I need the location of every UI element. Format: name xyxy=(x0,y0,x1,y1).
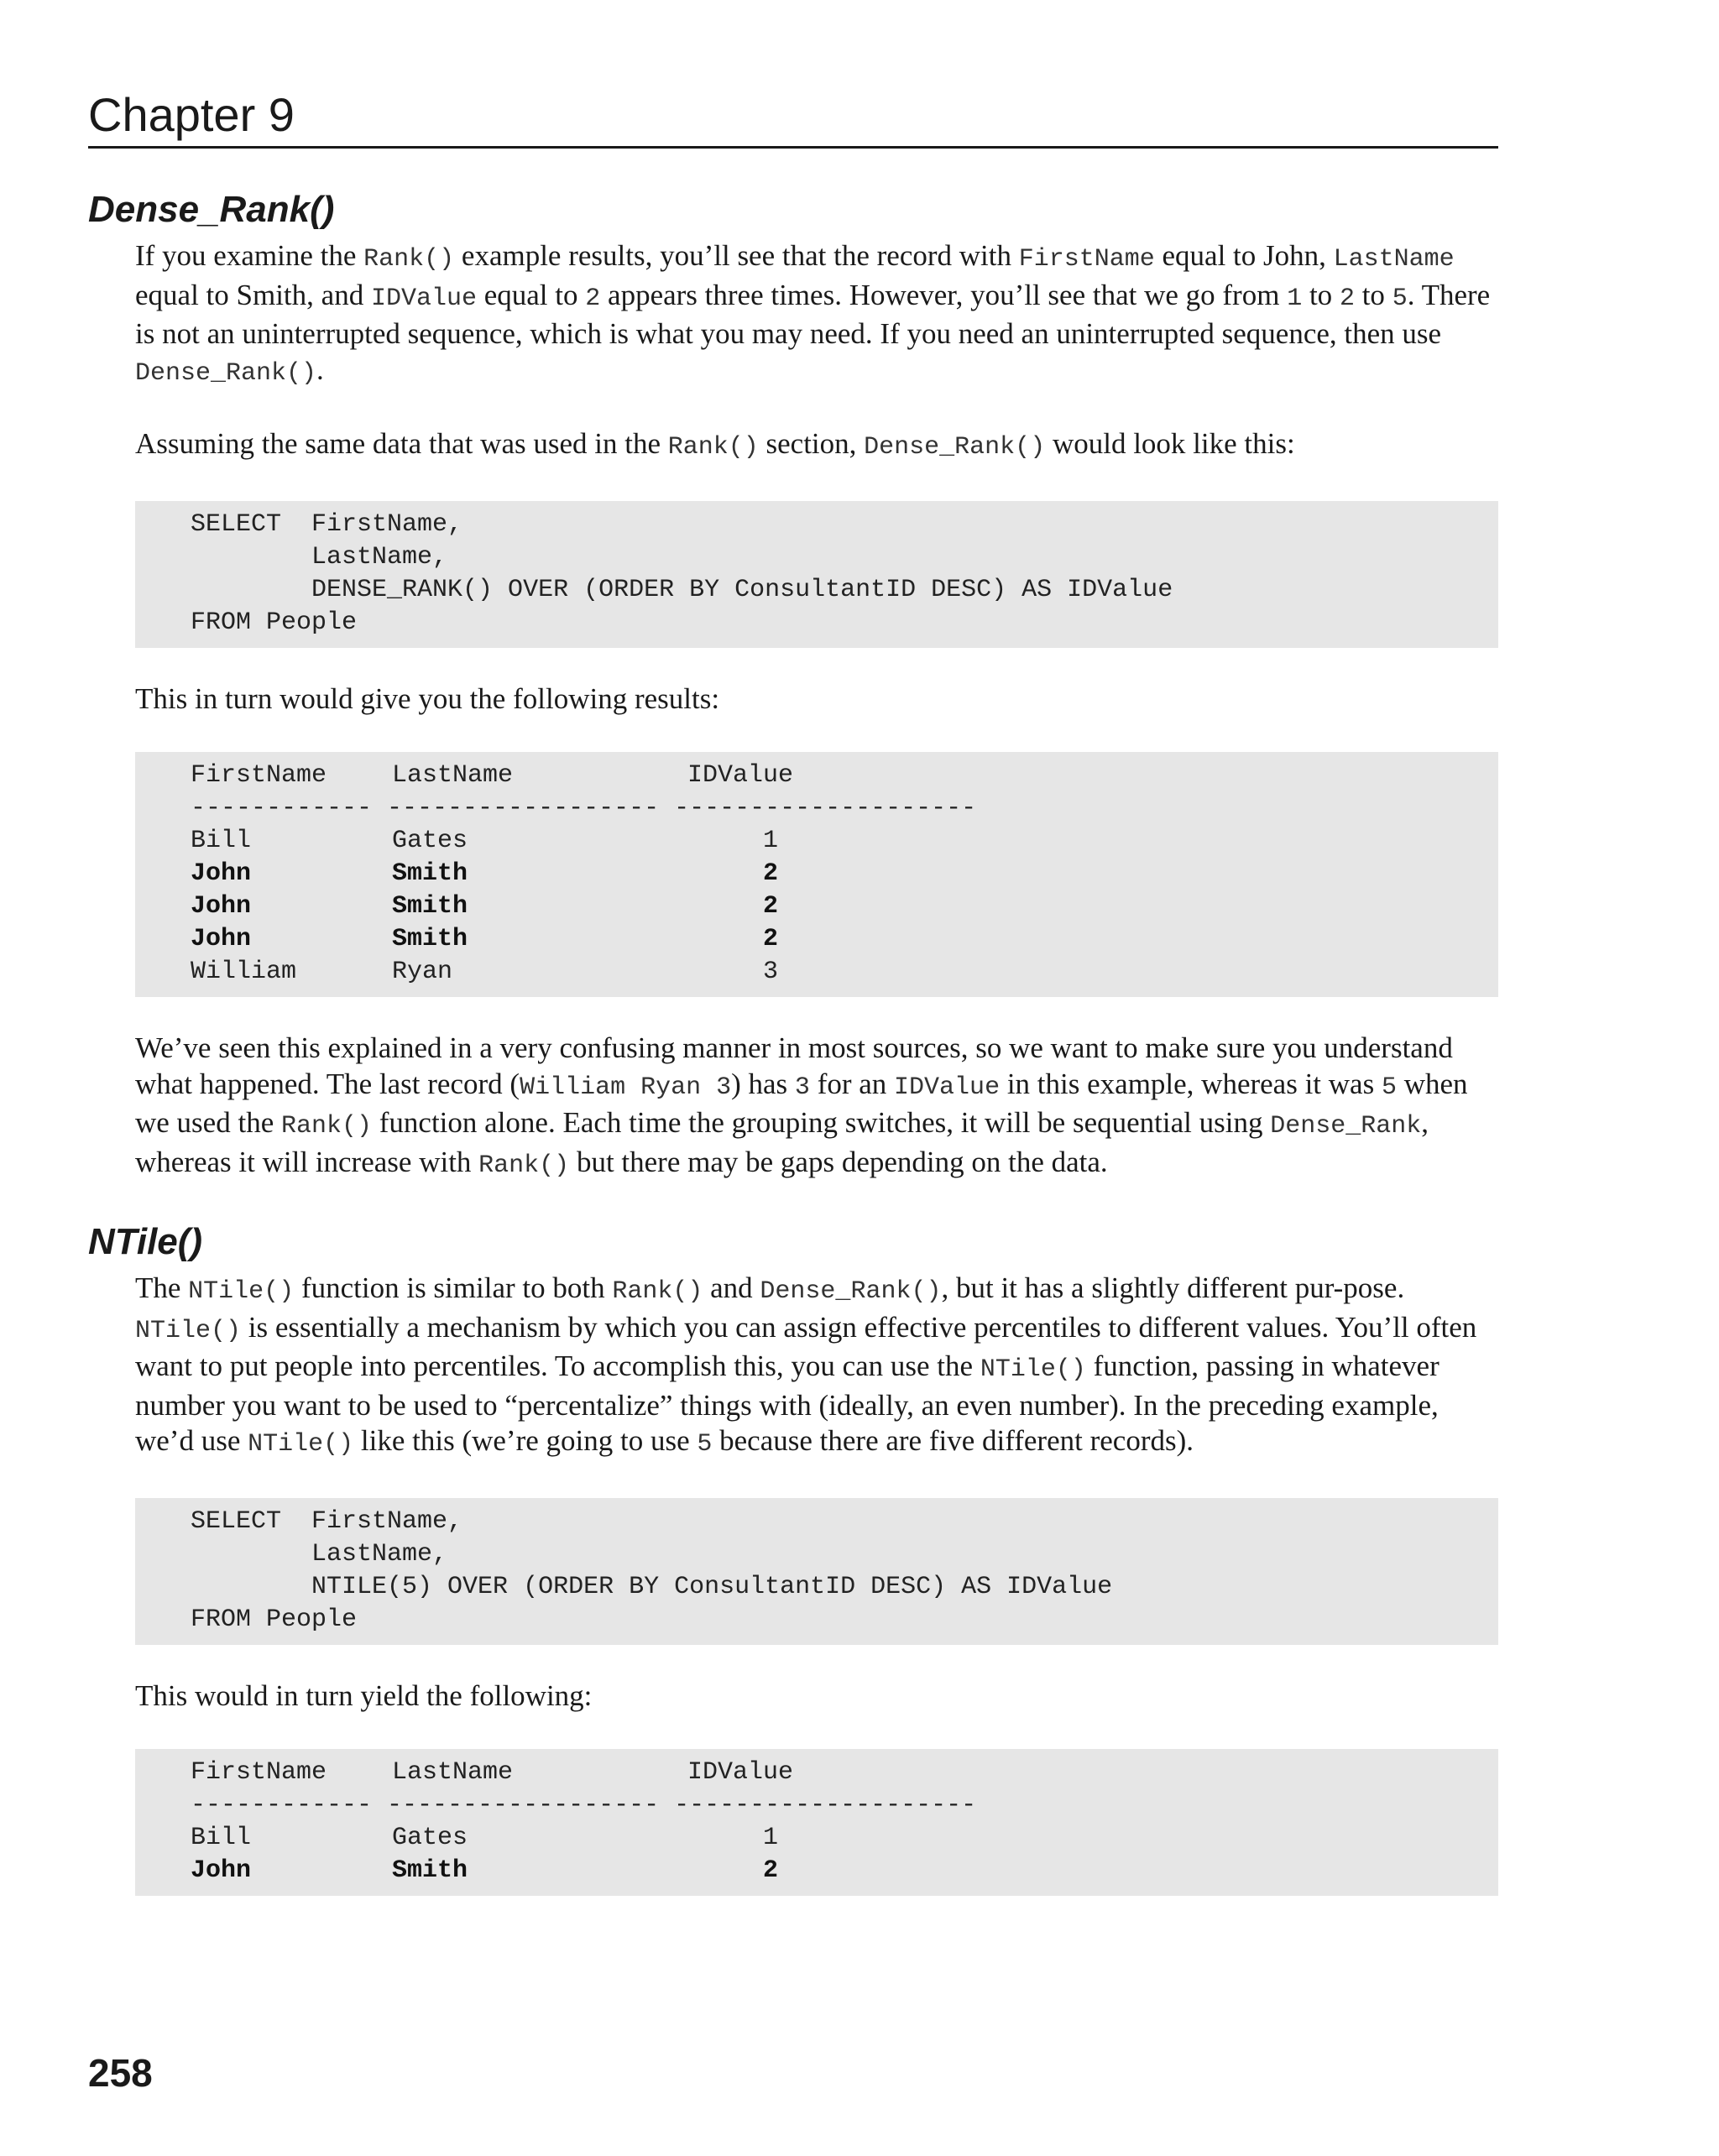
cell-first-name: William xyxy=(191,958,297,986)
cell-first-name: Bill xyxy=(191,1824,252,1852)
inline-code: IDValue xyxy=(894,1073,1001,1102)
cell-id-value: 2 xyxy=(762,925,778,953)
inline-code: 2 xyxy=(585,284,601,313)
table-row xyxy=(191,890,1498,923)
cell-first-name: John xyxy=(191,925,252,953)
cell-last-name: Gates xyxy=(392,1824,468,1852)
code-line: SELECT FirstName, xyxy=(191,509,463,539)
paragraph-ntile-intro: The NTile() function is similar to both Rank() and Dense_Rank(), but it has a slightly different pur-pose. NTile() is essentially a mechanism by which you can assign effective percentiles to different values. You’ll often want to put people into percentiles. To accomplish this, you can use the NTile() function, passing in whatever number you want to be used to “percentalize” things with (ideally, an even number). In the preceding example, we’d use NTile() like this (we’re going to use 5 because there are five different records). xyxy=(135,1271,1477,1459)
cell-first-name: Bill xyxy=(191,827,252,855)
code-line: DENSE_RANK() OVER (ORDER BY ConsultantID DESC) AS IDValue xyxy=(191,575,1173,604)
cell-last-name: Ryan xyxy=(392,958,453,986)
cell-first-name: John xyxy=(191,892,252,921)
paragraph-dense-rank-explanation: We’ve seen this explained in a very confusing manner in most sources, so we want to make sure you understand what happened. The last record (William Ryan 3) has 3 for an IDValue in this example, whereas it was 5 when we used the Rank() function alone. Each time the grouping switches, it will be sequential using Dense_Rank, whereas it will increase with Rank() but there may be gaps depending on the data. xyxy=(135,1031,1468,1180)
inline-code: Rank() xyxy=(612,1277,703,1306)
cell-last-name: Smith xyxy=(392,859,468,888)
page-number: 258 xyxy=(88,2051,153,2095)
cell-id-value: 1 xyxy=(762,1824,778,1852)
table-header-row xyxy=(191,1757,1498,1789)
inline-code: NTile() xyxy=(980,1355,1086,1384)
table-row xyxy=(191,825,1498,858)
code-line: FROM People xyxy=(191,1605,358,1634)
inline-code: NTile() xyxy=(188,1277,295,1306)
code-line: SELECT FirstName, xyxy=(191,1506,463,1536)
inline-code: LastName xyxy=(1333,245,1455,274)
inline-code: 5 xyxy=(1381,1073,1397,1102)
results-table-dense-rank xyxy=(135,752,1498,997)
column-header: LastName xyxy=(392,761,514,790)
cell-first-name: John xyxy=(191,859,252,888)
results-table-ntile xyxy=(135,1749,1498,1896)
code-line: NTILE(5) OVER (ORDER BY ConsultantID DESC) AS IDValue xyxy=(191,1572,1113,1601)
inline-code: 2 xyxy=(1339,284,1355,313)
cell-id-value: 1 xyxy=(762,827,778,855)
inline-code: Rank() xyxy=(280,1112,373,1141)
cell-id-value: 2 xyxy=(762,1856,778,1885)
inline-code: 1 xyxy=(1287,284,1303,313)
inline-code: IDValue xyxy=(370,284,477,313)
cell-id-value: 3 xyxy=(762,958,778,986)
inline-code: Dense_Rank() xyxy=(135,358,317,388)
column-header: FirstName xyxy=(191,1758,327,1787)
table-row xyxy=(191,1855,1498,1887)
inline-code: Rank() xyxy=(363,245,455,274)
inline-code: Rank() xyxy=(667,433,759,462)
code-block-ntile-query xyxy=(135,1498,1498,1645)
cell-id-value: 2 xyxy=(762,859,778,888)
code-block-dense-rank-query xyxy=(135,501,1498,648)
code-line: FROM People xyxy=(191,608,358,637)
inline-code: Dense_Rank() xyxy=(864,433,1046,462)
table-row xyxy=(191,1822,1498,1855)
heading-dense-rank: Dense_Rank() xyxy=(88,189,335,230)
cell-last-name: Smith xyxy=(392,925,468,953)
inline-code: NTile() xyxy=(135,1316,242,1345)
column-header: FirstName xyxy=(191,761,327,790)
code-line: LastName, xyxy=(191,542,448,572)
table-rule: ------------ ------------------ -------------------- xyxy=(191,1791,977,1819)
inline-code: Dense_Rank() xyxy=(760,1277,942,1306)
paragraph-dense-rank-intro: If you examine the Rank() example results, you’ll see that the record with FirstName equal to John, LastName equal to Smith, and IDValue equal to 2 appears three times. However, you’ll see that we go from 1 to 2 to 5. There is not an uninterrupted sequence, which is what you may need. If you need an uninterrupted sequence, then use Dense_Rank(). xyxy=(135,239,1491,388)
heading-ntile: NTile() xyxy=(88,1221,203,1262)
column-header: IDValue xyxy=(687,1758,794,1787)
paragraph-ntile-results-intro: This would in turn yield the following: xyxy=(135,1678,593,1712)
inline-code: William Ryan 3 xyxy=(520,1073,732,1102)
cell-last-name: Smith xyxy=(392,892,468,921)
table-rule: ------------ ------------------ -------------------- xyxy=(191,794,977,822)
table-header-row xyxy=(191,760,1498,792)
cell-id-value: 2 xyxy=(762,892,778,921)
inline-code: 5 xyxy=(1392,284,1408,313)
paragraph-dense-rank-results-intro: This in turn would give you the following results: xyxy=(135,681,720,715)
inline-code: FirstName xyxy=(1018,245,1155,274)
cell-first-name: John xyxy=(191,1856,252,1885)
page-content xyxy=(88,186,1498,1929)
paragraph-dense-rank-assuming: Assuming the same data that was used in the Rank() section, Dense_Rank() would look like this: xyxy=(135,427,1295,462)
inline-code: NTile() xyxy=(248,1430,354,1459)
inline-code: 3 xyxy=(794,1073,810,1102)
column-header: LastName xyxy=(392,1758,514,1787)
inline-code: 5 xyxy=(697,1430,713,1459)
cell-last-name: Gates xyxy=(392,827,468,855)
code-line: LastName, xyxy=(191,1539,448,1569)
running-head-chapter: Chapter 9 xyxy=(88,86,1498,149)
column-header: IDValue xyxy=(687,761,794,790)
inline-code: Rank() xyxy=(478,1151,570,1180)
inline-code: Dense_Rank xyxy=(1270,1112,1422,1141)
table-row xyxy=(191,956,1498,989)
table-row xyxy=(191,858,1498,890)
table-row xyxy=(191,923,1498,956)
cell-last-name: Smith xyxy=(392,1856,468,1885)
